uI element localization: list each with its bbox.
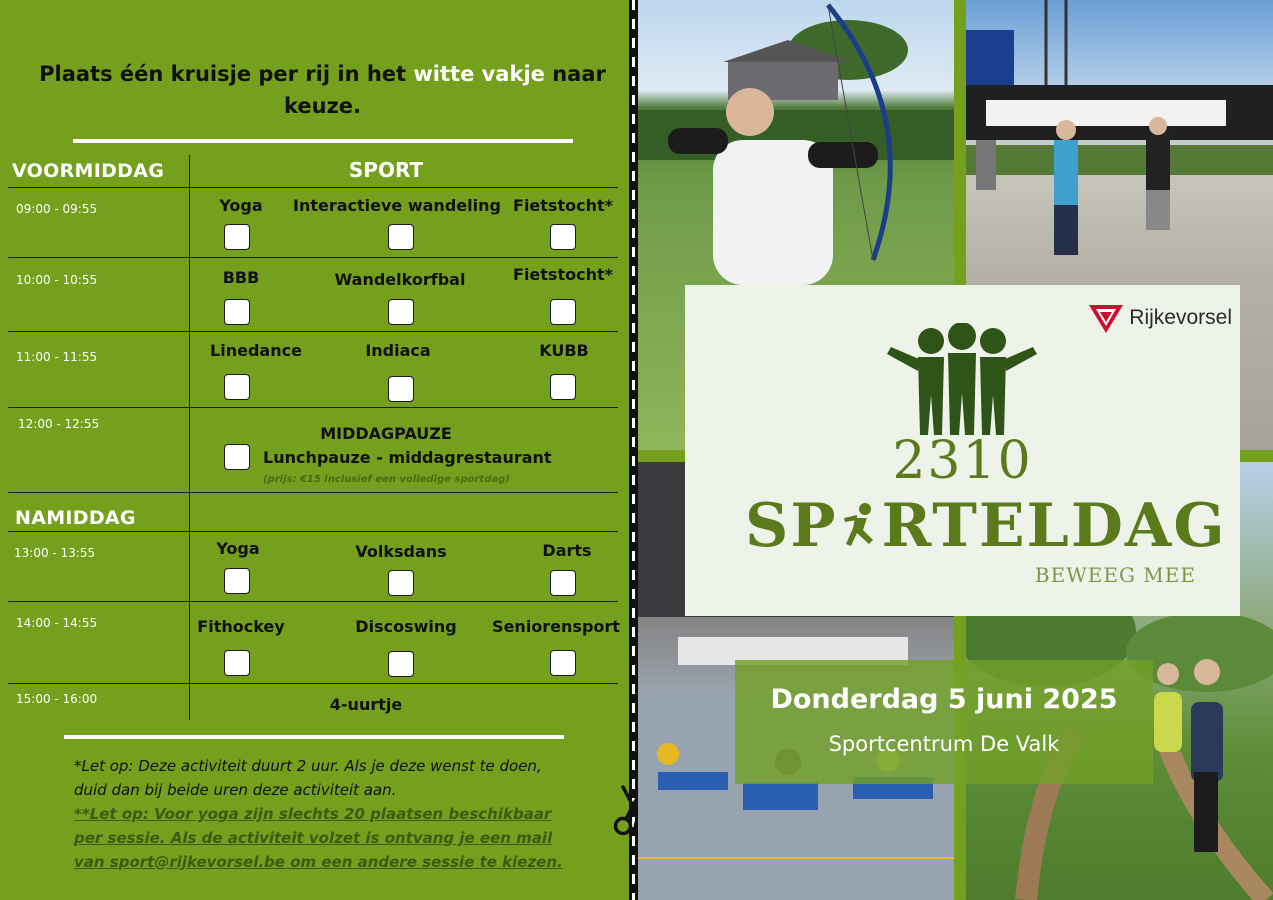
activity-label: 4-uurtje	[329, 695, 403, 714]
activity-label: Yoga	[219, 196, 263, 215]
activity-label: Yoga	[216, 539, 260, 558]
footnote-duration: *Let op: Deze activiteit duurt 2 uur. Als je deze wenst te doen, duid dan bij beide uren deze activiteit aan.	[74, 757, 542, 799]
row-line	[8, 187, 618, 188]
rijkevorsel-shield-icon	[1087, 301, 1125, 335]
top-divider	[73, 139, 573, 143]
checkbox-r1-wandeling[interactable]	[388, 224, 414, 250]
activity-label: Fietstocht*	[513, 265, 613, 284]
logo-event-prefix: SP	[745, 491, 838, 561]
activity-label: Seniorensport	[492, 617, 620, 636]
cut-line	[629, 0, 638, 900]
activity-label: KUBB	[539, 341, 589, 360]
activity-label: Darts	[542, 541, 592, 560]
time-slot: 09:00 - 09:55	[16, 202, 98, 216]
logo-event-suffix: RTELDAG	[881, 491, 1227, 561]
time-slot: 15:00 - 16:00	[16, 692, 98, 706]
activity-label: Wandelkorfbal	[334, 270, 466, 289]
instruction-text	[20, 58, 625, 122]
people-group-icon	[885, 323, 1040, 435]
logo-tagline: BEWEEG MEE	[1034, 563, 1196, 587]
lunch-title: MIDDAGPAUZE	[320, 424, 452, 443]
time-slot: 10:00 - 10:55	[16, 273, 98, 287]
row-line	[8, 492, 618, 493]
checkbox-r1-fietstocht[interactable]	[550, 224, 576, 250]
event-venue: Sportcentrum De Valk	[828, 732, 1060, 756]
checkbox-r6-fithockey[interactable]	[224, 650, 250, 676]
row-line	[8, 531, 618, 532]
checkbox-r2-bbb[interactable]	[224, 299, 250, 325]
activity-label: Indiaca	[365, 341, 431, 360]
instruction-part-1: Plaats één kruisje per rij in het	[39, 62, 414, 86]
checkbox-r5-darts[interactable]	[550, 570, 576, 596]
time-slot: 11:00 - 11:55	[16, 350, 98, 364]
checkbox-r1-yoga[interactable]	[224, 224, 250, 250]
sport-heading: SPORT	[348, 158, 424, 182]
activity-label: BBB	[222, 268, 260, 287]
voormiddag-heading: VOORMIDDAG	[12, 160, 165, 182]
checkbox-r3-linedance[interactable]	[224, 374, 250, 400]
checkbox-r2-wandelkorfbal[interactable]	[388, 299, 414, 325]
checkbox-r5-yoga[interactable]	[224, 568, 250, 594]
checkbox-r5-volksdans[interactable]	[388, 570, 414, 596]
event-logo-card	[685, 285, 1240, 616]
row-line	[8, 683, 618, 684]
activity-label: Discoswing	[355, 617, 457, 636]
footnote-yoga: **Let op: Voor yoga zijn slechts 20 plaatsen beschikbaar per sessie. Als de activiteit volzet is ontvang je een mail van sport@rijkevorsel.be om een andere sessie te kiezen.	[74, 805, 563, 871]
lunch-label: Lunchpauze - middagrestaurant	[263, 448, 552, 467]
instruction-highlight: witte vakje	[413, 62, 545, 86]
logo-year: 2310	[892, 431, 1033, 491]
event-date: Donderdag 5 juni 2025	[770, 684, 1118, 715]
bottom-divider	[64, 735, 564, 739]
checkbox-r6-seniorensport[interactable]	[550, 650, 576, 676]
time-slot: 14:00 - 14:55	[16, 616, 98, 630]
time-slot: 12:00 - 12:55	[18, 417, 100, 431]
checkbox-r2-fietstocht[interactable]	[550, 299, 576, 325]
lunch-price: (prijs: €15 inclusief een volledige sportdag)	[263, 474, 510, 485]
time-slot: 13:00 - 13:55	[14, 546, 96, 560]
activity-label: Volksdans	[355, 542, 447, 561]
checkbox-r3-indiaca[interactable]	[388, 376, 414, 402]
checkbox-r3-kubb[interactable]	[550, 374, 576, 400]
checkbox-r6-discoswing[interactable]	[388, 651, 414, 677]
activity-label: Fithockey	[197, 617, 285, 636]
footnotes	[74, 754, 564, 874]
instruction-part-2: naar keuze.	[283, 62, 606, 118]
brand-name: Rijkevorsel	[1129, 306, 1232, 329]
checkbox-r4-lunch[interactable]	[224, 444, 250, 470]
registration-form	[0, 0, 630, 900]
row-line	[8, 257, 618, 258]
row-line	[8, 601, 618, 602]
activity-label: Fietstocht*	[513, 196, 613, 215]
activity-label: Interactieve wandeling	[293, 196, 501, 215]
namiddag-heading: NAMIDDAG	[15, 507, 136, 529]
activity-label: Linedance	[210, 341, 302, 360]
logo-event-name	[745, 491, 1227, 561]
runner-icon	[837, 500, 881, 552]
row-line	[8, 331, 618, 332]
municipality-brand	[1087, 301, 1232, 335]
row-line	[8, 407, 618, 408]
date-banner	[735, 660, 1153, 784]
